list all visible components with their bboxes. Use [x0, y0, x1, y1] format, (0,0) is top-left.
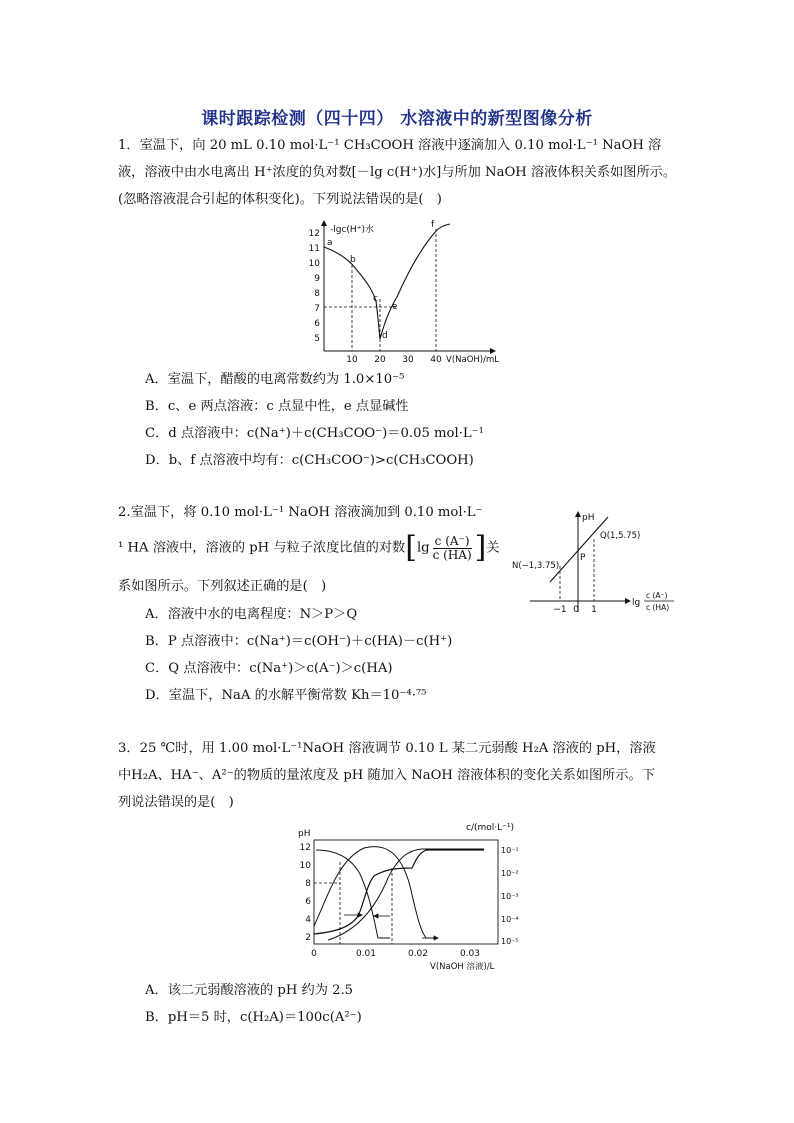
q3-right-ytick: 10⁻²	[501, 869, 519, 878]
q1-stem-line-1: 1．室温下，向 20 mL 0.10 mol·L⁻¹ CH₃COOH 溶液中逐滴加入 0.10 mol·L⁻¹ NaOH 溶	[118, 138, 662, 153]
q3-right-ytick: 10⁻³	[501, 892, 519, 901]
q1-xtick: 30	[402, 355, 414, 365]
q2-y-label: pH	[582, 513, 595, 523]
q1-option-d: D．b、f 点溶液中均有：c(CH₃COO⁻)>c(CH₃COOH)	[145, 453, 474, 468]
q3-x-label: V(NaOH 溶液)/L	[430, 962, 495, 972]
q2-figure	[510, 506, 690, 618]
q1-ytick: 6	[314, 319, 320, 329]
q3-figure	[294, 816, 534, 974]
q3-option-b: B．pH＝5 时，c(H₂A)＝100c(A²⁻)	[145, 1010, 362, 1025]
q1-ytick: 7	[314, 304, 320, 314]
q2-stem-line-3: 系如图所示。下列叙述正确的是( )	[118, 579, 327, 594]
q3-curve-h2a	[316, 850, 390, 938]
q3-stem-line-3: 列说法错误的是( )	[118, 795, 234, 810]
q3-xtick: 0	[311, 949, 317, 959]
q2-stem-line-2-tail: 关	[486, 540, 500, 556]
q1-option-c: C．d 点溶液中：c(Na⁺)＋c(CH₃COO⁻)＝0.05 mol·L⁻¹	[145, 426, 484, 441]
q2-stem-line-2	[118, 527, 500, 569]
q2-stem-line-1: 2.室温下，将 0.10 mol·L⁻¹ NaOH 溶液滴加到 0.10 mol·L⁻	[118, 505, 483, 520]
q2-xtick: 0	[573, 605, 579, 615]
q2-option-a: A．溶液中水的电离程度：N＞P＞Q	[145, 607, 358, 622]
q1-point-label: f	[431, 220, 435, 230]
q3-left-ytick: 10	[299, 861, 311, 871]
q1-xtick: 40	[430, 355, 442, 365]
q1-figure	[300, 217, 500, 365]
q3-right-y-label: c/(mol·L⁻¹)	[466, 823, 515, 833]
q1-point-label: b	[350, 255, 356, 265]
q2-lg: lg	[416, 540, 430, 556]
q1-option-a: A．室温下，醋酸的电离常数约为 1.0×10⁻⁵	[145, 372, 405, 387]
q3-left-ytick: 8	[305, 879, 311, 889]
q2-bracket-left: [	[405, 530, 417, 565]
q2-xtick: −1	[553, 605, 567, 615]
q3-curve-ph	[314, 850, 484, 934]
q1-x-label: V(NaOH)/mL	[446, 355, 499, 365]
q3-xtick: 0.02	[407, 949, 429, 959]
q2-point-p: P	[580, 553, 586, 563]
q3-right-ytick: 10⁻¹	[501, 846, 519, 855]
q2-x-label-lg: lg	[632, 598, 641, 608]
q2-ratio-numerator: c (A⁻)	[434, 533, 470, 548]
q1-point-label: d	[382, 331, 388, 341]
q1-xtick: 10	[346, 355, 358, 365]
q1-ytick: 10	[308, 259, 320, 269]
q1-y-label: -lgc(H⁺)水	[330, 225, 374, 235]
q3-arrowhead	[374, 914, 378, 918]
q3-xtick: 0.01	[355, 949, 377, 959]
q1-point-label: e	[392, 302, 398, 312]
q1-stem-line-2: 液，溶液中由水电离出 H⁺浓度的负对数[－lg c(H⁺)水]与所加 NaOH 溶液体积关系如图所示。	[118, 165, 677, 180]
q3-right-ytick: 10⁻⁴	[501, 915, 519, 924]
q3-arrowhead	[434, 936, 438, 940]
q1-stem-line-3: (忽略溶液混合引起的体积变化)。下列说法错误的是( )	[118, 192, 442, 207]
q2-point-q: Q(1,5.75)	[600, 531, 641, 541]
q1-ytick: 11	[308, 244, 320, 254]
q2-stem-line-2-text: ¹ HA 溶液中，溶液的 pH 与粒子浓度比值的对数	[118, 540, 406, 556]
q2-point-n: N(−1,3.75)	[512, 561, 560, 571]
q1-curve	[324, 224, 450, 339]
q3-right-ytick: 10⁻⁵	[501, 937, 519, 946]
q2-ratio-fraction	[431, 535, 474, 562]
q1-xtick: 20	[374, 355, 386, 365]
q1-ytick: 9	[314, 274, 320, 284]
q2-option-c: C．Q 点溶液中：c(Na⁺)＞c(A⁻)＞c(HA)	[145, 661, 393, 676]
q3-left-ytick: 6	[305, 897, 311, 907]
q3-left-ytick: 2	[305, 933, 311, 943]
q1-ytick: 5	[314, 334, 320, 344]
q2-option-b: B．P 点溶液中：c(Na⁺)＝c(OH⁻)＋c(HA)－c(H⁺)	[145, 634, 453, 649]
q3-stem-line-1: 3．25 ℃时，用 1.00 mol·L⁻¹NaOH 溶液调节 0.10 L 某二元弱酸 H₂A 溶液的 pH，溶液	[118, 741, 656, 756]
q3-left-ytick: 12	[299, 843, 311, 853]
q1-option-b: B．c、e 两点溶液：c 点显中性，e 点显碱性	[145, 399, 409, 414]
page-title: 课时跟踪检测（四十四） 水溶液中的新型图像分析	[201, 109, 593, 129]
q3-stem-line-2: 中H₂A、HA⁻、A²⁻的物质的量浓度及 pH 随加入 NaOH 溶液体积的变化关系如图所示。下	[118, 768, 655, 783]
q2-x-label-den: c (HA)	[646, 603, 670, 612]
q1-ytick: 12	[308, 229, 320, 239]
q2-line	[550, 517, 608, 582]
q3-left-y-label: pH	[298, 829, 311, 839]
q1-ytick: 8	[314, 289, 320, 299]
q2-bracket-right: ]	[474, 530, 487, 565]
q2-xtick: 1	[591, 605, 597, 615]
q2-option-d: D．室温下，NaA 的水解平衡常数 Kh＝10⁻⁴·⁷⁵	[145, 688, 427, 703]
q2-x-label-num: c (A⁻)	[646, 591, 668, 600]
q1-point-label: c	[373, 294, 378, 304]
q2-ratio-denominator: c (HA)	[432, 547, 472, 562]
q3-arrowhead	[358, 913, 362, 917]
q3-option-a: A．该二元弱酸溶液的 pH 约为 2.5	[145, 983, 354, 998]
q1-point-label: a	[327, 238, 333, 248]
q3-xtick: 0.03	[459, 949, 481, 959]
q3-left-ytick: 4	[305, 915, 311, 925]
